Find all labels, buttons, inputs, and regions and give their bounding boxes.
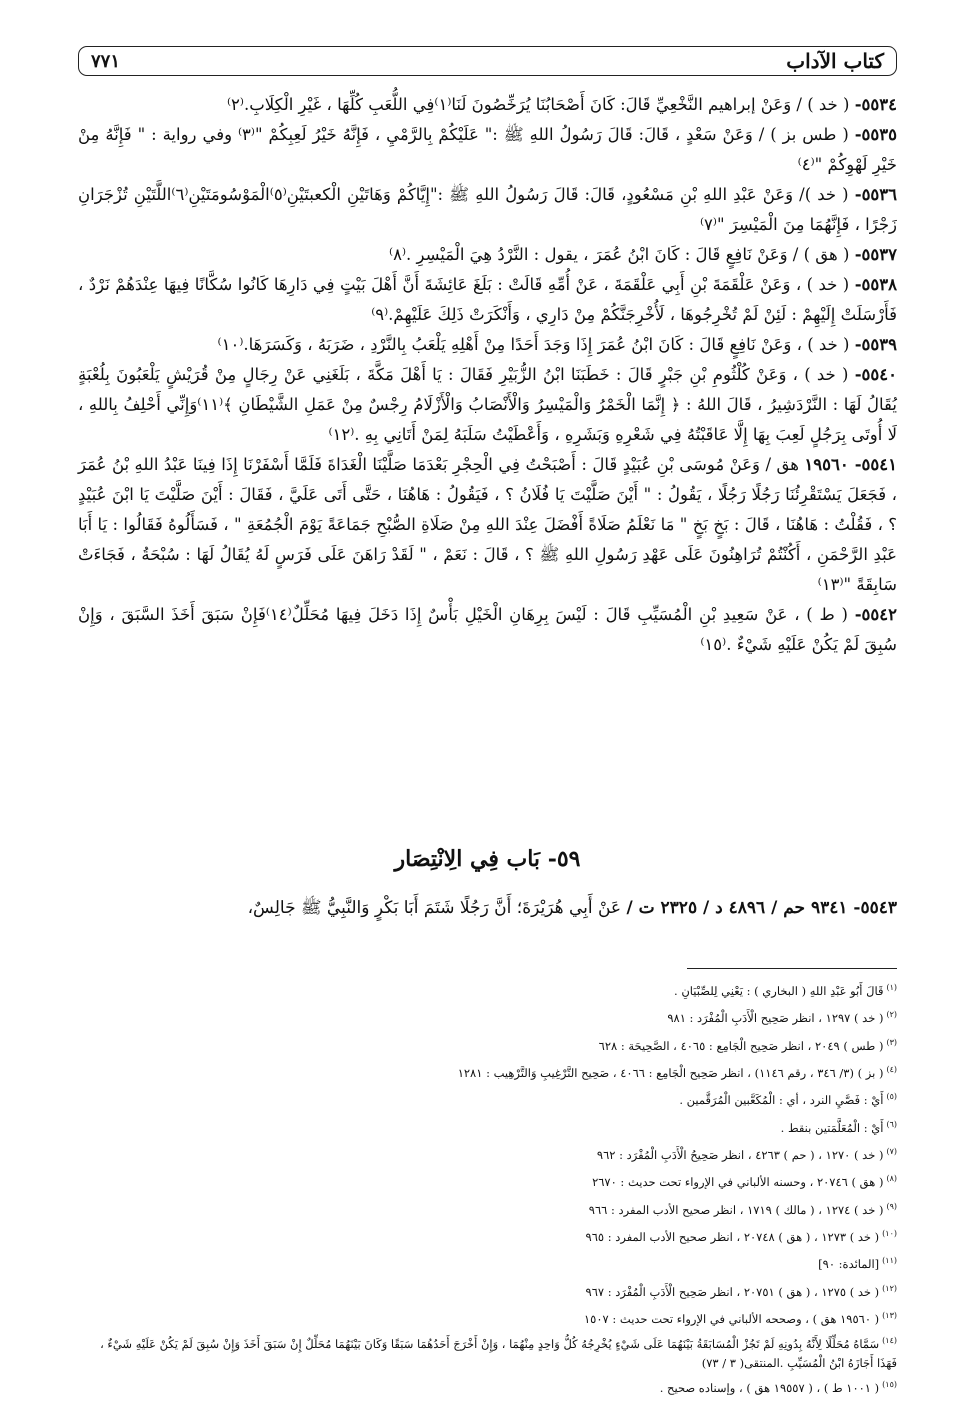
footnote <box>78 1195 897 1222</box>
footnote-text: ( ١٩٥٦٠ هق ) ، وصححه الألباني في الإرواء تحت حديث : ١٥٠٧ <box>584 1311 880 1326</box>
hadith-entry <box>78 893 897 923</box>
footnotes <box>78 976 897 1400</box>
footnote-text: ( خد ) ١٢٧٠ ، ( حم ) ٤٢٦٣ ، انظر صَحِيحُ الْأَدَبِ الْمُفْرَد : ٩٦٢ <box>596 1147 884 1162</box>
footnote <box>78 1277 897 1304</box>
footnote-text: ( خد ) ١٢٩٧ ، انظر صَحِيح الْأَدَبِ الْمُفْرَد : ٩٨١ <box>667 1011 884 1026</box>
hadith-number: ٥٥٤٣- ٩٣٤١ حم / ٤٨٩٦ د / ٢٣٢٥ ت / <box>626 898 897 918</box>
footnote-marker: (٣) <box>886 1037 897 1047</box>
footnote-marker: (١٤) <box>882 1336 897 1346</box>
hadith-entry <box>78 600 897 660</box>
footnote <box>78 1167 897 1194</box>
chapter-heading: ٥٩- بَاب فِي الِانْتِصَار <box>394 846 581 872</box>
hadith-text: ( طس بز ) / وَعَنْ سَعْدٍ ، قَالَ: قَالَ رَسُولُ اللهِ ﷺ :" عَلَيْكُمْ بِالرَّمْيِ ، فَإِنَّهُ خَيْرُ لَعِبِكُمْ "⁽٣⁾ وفي رواية : " فَإِنَّهُ مِنْ خَيْرِ لَهْوِكُمْ "⁽٤⁾ <box>78 125 897 174</box>
hadith-text: ( خد )/ وَعَنْ عَبْدِ اللهِ بْنِ مَسْعُودٍ، قَالَ: قَالَ رَسُولُ اللهِ ﷺ :"إِيَّاكُمْ وَهَاتَيْنِ الْكعبتَيْنِ⁽٥⁾الْمَوْسُومَتَيْنِ⁽٦⁾اللَّتَيْنِ تُزْجَرَانِ زَجْرًا ، فَإِنَّهُمَا مِنَ الْمَيْسِرَ "⁽٧⁾ <box>78 185 897 234</box>
footnote-marker: (١٢) <box>882 1283 897 1293</box>
hadith-number: ٥٥٤١- ١٩٥٦٠ <box>804 455 897 474</box>
footnote <box>78 1113 897 1140</box>
footnote-marker: (١٣) <box>882 1310 897 1320</box>
footnote <box>78 1003 897 1030</box>
hadith-entry <box>78 180 897 240</box>
footnote-marker: (٨) <box>886 1174 897 1184</box>
footnote-text: ( خد ) ١٢٧٥ ، ( هق ) ٢٠٧٥١ ، انظر صَحِيح الْأَدَبِ الْمُفْرَد : ٩٦٧ <box>585 1284 880 1299</box>
footnote <box>78 1140 897 1167</box>
footnote-text: قَالَ أَبُو عَبْدِ اللهِ ( البخاري ) : يَعْنِي لِلصِّبْيَانِ . <box>674 983 884 998</box>
hadith-text: ( خد ) / وَعَنْ إبراهيم النَّخْعِيِّ قَالَ: كَانَ أَصْحَابُنَا يُرَخِّصُونَ لَنَا⁽١⁾فِي اللُّعَبِ كُلِّهَا ، غَيْرِ الْكِلَابِ.⁽٢⁾ <box>226 95 850 114</box>
hadith-text: ( هق ) / وَعَنْ نَافِعٍ قَالَ : كَانَ ابْنُ عُمَرَ ، يقول : النَّرْدُ هِيَ الْمَيْسِرِ .⁽٨⁾ <box>389 245 850 264</box>
footnote-text: [المائدة: ٩٠] <box>818 1257 880 1272</box>
footnote-text: ( خد ) ١٢٧٤ ، ( مالك ) ١٧١٩ ، انظر صحيح الأدب المفرد : ٩٦٦ <box>588 1202 884 1217</box>
footnote-marker: (٥) <box>886 1092 897 1102</box>
hadith-entry <box>78 120 897 180</box>
footnote <box>78 1373 897 1400</box>
footnote <box>78 1031 897 1058</box>
footnote <box>78 1304 897 1331</box>
hadith-text: ( ط ) ، عَنْ سَعِيدِ بْنِ الْمُسَيِّبِ قَالَ : لَيْسَ بِرِهَانِ الْخَيْلِ بَأْسٌ إِذَا دَخَلَ فِيهَا مُحَلِّلٌ⁽١٤⁾فَإِنْ سَبَقَ أَخَذَ السَّبَقَ ، وَإِنْ سُبِقَ لَمْ يَكُنْ عَلَيْهِ شَيْءٌ .⁽١٥⁾ <box>78 605 897 654</box>
footnote-marker: (١١) <box>882 1256 897 1266</box>
hadith-entry <box>78 360 897 450</box>
footnote-marker: (١٠) <box>882 1228 897 1238</box>
hadith-text: عَنْ أَبِي هُرَيْرَةَ؛ أَنَّ رَجُلًا شَتَمَ أَبَا بَكْرٍ وَالنَّبِيُّ ﷺ جَالِسٌ، <box>247 898 622 918</box>
hadith-number: ٥٥٣٧- <box>854 245 897 264</box>
footnote-marker: (٢) <box>886 1010 897 1020</box>
book-title: كتاب الآداب <box>786 49 884 73</box>
footnote <box>78 1085 897 1112</box>
footnote-text: ( هق ) ٢٠٧٤٦ ، وحسنه الألباني في الإرواء تحت حديث : ٢٦٧٠ <box>592 1175 884 1190</box>
hadith-entry <box>78 450 897 600</box>
footnote <box>78 1222 897 1249</box>
hadith-entry <box>78 330 897 360</box>
footnote-text: ( خد ) ١٢٧٣ ، ( هق ) ٢٠٧٤٨ ، انظر صحيح الأدب المفرد : ٩٦٥ <box>585 1229 880 1244</box>
footnote-marker: (٦) <box>886 1119 897 1129</box>
footnote <box>78 1249 897 1276</box>
page-header <box>78 46 897 76</box>
footnote-text: ( بز ) (٣/ ٣٤٦ ، رقم ١١٤٦) ، انظر صَحِيح الْجَامِع : ٤٠٦٦ ، صَحِيح التَّرْغِيبِ وَالتَّرْهِيب : ١٢٨١ <box>457 1065 884 1080</box>
hadith-text: ( خد ) ، وَعَنْ كُلْثُومِ بْنِ جَبْرٍ قَالَ : خَطَبَنَا ابْنُ الزُّبَيْرِ فَقَالَ : يَا أَهْلَ مَكَّةَ ، بَلَغَنِي عَنْ رِجَالٍ مِنْ قُرَيْشٍ يَلْعَبُونَ بِلُعْبَةٍ يُقَالُ لَهَا : النَّرْدَشِيرُ ، قَالَ اللهُ : ﴿ إِنَّمَا الْخَمْرُ وَالْمَيْسِرُ وَالْأَنْصَابُ وَالْأَزْلَامُ رِجْسٌ مِنْ عَمَلِ الشَّيْطَانِ ﴾⁽١١⁾وَإِنِّي أَحْلِفُ بِاللهِ ، لَا أُوتَى بِرَجُلٍ لَعِبَ بِهَا إِلَّا عَاقَبْتُهُ فِي شَعْرِهِ وَبَشَرِهِ ، وَأَعْطَيْتُ سَلَبَهُ لِمَنْ أَتَانِي بِهِ .⁽١٢⁾ <box>78 365 897 444</box>
footnote-marker: (١٥) <box>882 1380 897 1390</box>
hadith-number: ٥٥٣٩- <box>854 335 897 354</box>
footnote <box>78 1331 897 1373</box>
footnote-text: ( طس ) ٢٠٤٩ ، انظر صَحِيح الْجَامِع : ٤٠٦٥ ، الصَّحِيحَة : ٦٢٨ <box>598 1038 884 1053</box>
hadith-entry <box>78 240 897 270</box>
page-number: ٧٧١ <box>91 50 121 72</box>
main-text <box>78 90 897 660</box>
hadith-number: ٥٥٤٠- <box>854 365 897 384</box>
footnote <box>78 1058 897 1085</box>
hadith-text: ( خد ) ، وَعَنْ عَلْقَمَةَ بْنِ أَبِي عَلْقَمَةَ ، عَنْ أُمِّهِ قَالَتْ : بَلَغَ عَائِشَةَ أَنَّ أَهْلَ بَيْتٍ فِي دَارِهَا كَانُوا سُكَّانًا فِيهَا عِنْدَهُمْ نَرْدٌ ، فَأَرْسَلَتْ إِلَيْهِمْ : لَئِنْ لَمْ تُخْرِجُوهَا ، لَأُخْرِجَنَّكُمْ مِنْ دَارِي ، وَأَنْكَرَتْ ذَلِكَ عَلَيْهِمْ.⁽٩⁾ <box>78 275 897 324</box>
footnote-text: ( ١٠٠١ ط ) ، ( ١٩٥٥٧ هق ) ، وإسناده صحيح . <box>659 1380 880 1395</box>
hadith-entry <box>78 270 897 330</box>
footnote-text: أَيْ : الْمُعَلَّمَتين بنقط . <box>780 1120 884 1135</box>
footnote-marker: (٧) <box>886 1146 897 1156</box>
hadith-entry <box>78 90 897 120</box>
footnote-marker: (٩) <box>886 1201 897 1211</box>
footnote-marker: (١) <box>886 983 897 992</box>
hadith-number: ٥٥٤٢- <box>854 605 897 624</box>
hadith-number: ٥٥٣٤- <box>854 95 897 114</box>
hadith-text: ( خد ) ، وَعَنْ نَافِعٍ قَالَ : كَانَ ابْنُ عُمَرَ إِذَا وَجَدَ أَحَدًا مِنْ أَهْلِهِ يَلْعَبُ بِالنَّرْدِ ، ضَرَبَهُ ، وَكَسَرَهَا.⁽١٠⁾ <box>217 335 850 354</box>
footnote-text: سَمَّاهُ مُحَلِّلًا لِأَنَّهُ بِدُونِهِ لَمْ تَجُزْ الْمُسَابَقَةُ بَيْنَهُمَا عَلَى شَيْءٍ يُخْرِجُهُ كُلُّ وَاحِدٍ مِنْهُمَا ، وَإِنْ أَخْرَجَ أَحَدُهُمَا سَبَقًا وَكَانَ بَيْنَهُمَا مُحَلِّلٌ إِنْ سَبَقَ أَخَذَ وَإِنْ سُبِقَ لَمْ يَكُنْ عَلَيْهِ شَيْءٌ ، فَهَذَا أَجَازَهُ ابْنُ الْمُسَيِّبِ .المنتقى( ٣ / ٧٣) <box>100 1337 897 1371</box>
footnote-divider <box>687 968 897 969</box>
hadith-text: هق / وَعَنْ مُوسَى بْنِ عُبَيْدٍ قَالَ : أَصْبَحْتُ فِي الْحِجْرِ بَعْدَمَا صَلَّيْنَا الْغَدَاةَ فَلَمَّا أَسْفَرْنَا إِذَا فِينَا عَبْدُ اللهِ بْنُ عُمَرَ ، فَجَعَلَ يَسْتَقْرِئُنَا رَجُلًا رَجُلًا ، يَقُولُ : " أَيْنَ صَلَّيْتَ يَا فُلَانُ ؟ ، فَيَقُولُ : هَاهُنَا ، حَتَّى أَتَى عَلَيَّ ، فَقَالَ : أَيْنَ صَلَّيْتَ يَا ابْنَ عُبَيْدٍ ؟ ، فَقُلْتُ : هَاهُنَا ، قَالَ : بَخٍ بَخٍ " مَا نَعْلَمُ صَلَاةً أَفْضَلَ عِنْدَ اللهِ مِنْ صَلَاةِ الصُّبْحِ جَمَاعَةً يَوْمَ الْجُمُعَةِ " ، فَسَأَلُوهُ فَقَالُوا : يَا أَبَا عَبْدِ الرَّحْمَنِ ، أَكُنْتُمْ تُرَاهِنُونَ عَلَى عَهْدِ رَسُولِ اللهِ ﷺ ؟ ، قَالَ : نَعَمْ ، " لَقَدْ رَاهَنَ عَلَى فَرَسٍ لَهُ يُقَالُ لَهَا : سُبْحَةُ ، فَجَاءَتْ سَابِقَةً "⁽١٣⁾ <box>78 455 897 594</box>
hadith-number: ٥٥٣٥- <box>854 125 897 144</box>
footnote-marker: (٤) <box>886 1064 897 1074</box>
footnote-text: أَيْ : فَصَّيِ النرد ، أي : الْمُكَعَّبين الْمُرَقَّمين . <box>679 1093 884 1108</box>
footnote <box>78 976 897 1003</box>
hadith-number: ٥٥٣٦- <box>854 185 898 204</box>
hadith-number: ٥٥٣٨- <box>854 275 897 294</box>
